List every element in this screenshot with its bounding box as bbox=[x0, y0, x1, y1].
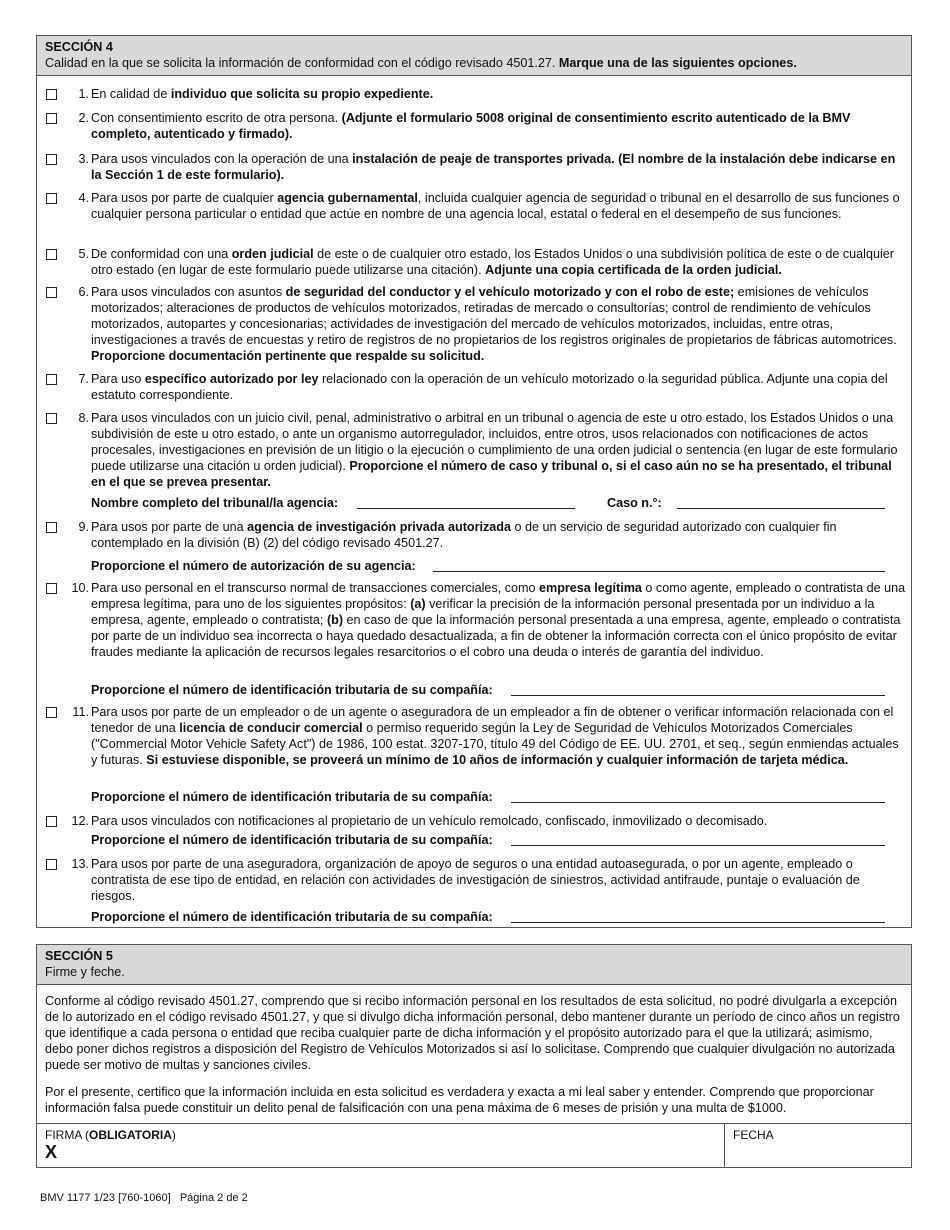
option-text bbox=[91, 704, 907, 768]
option-text-segment: verificar la precisión de la información personal presentada por un individuo a la empresa, agente, empleado o contratista; bbox=[91, 597, 875, 627]
option-text-segment: de este o de cualquier otro estado, los Estados Unidos o una subdivisión política de este o de cualquier otro estado (en lugar de este formulario puede utilizarse una citación). bbox=[91, 247, 894, 277]
option-number: 13. bbox=[71, 857, 89, 871]
date-label: FECHA bbox=[733, 1128, 774, 1142]
option-text-emphasis: Proporcione documentación pertinente que respalde su solicitud. bbox=[91, 349, 485, 363]
option-text-emphasis: instalación de peaje de transportes privada. (El nombre de la instalación debe indicarse en la Sección 1 de este formulario). bbox=[91, 152, 896, 182]
option-text bbox=[91, 580, 907, 660]
option-number: 11. bbox=[72, 705, 89, 719]
signature-required-text: OBLIGATORIA bbox=[89, 1128, 172, 1142]
option-text-emphasis: (a) bbox=[410, 597, 426, 611]
section-4 bbox=[36, 35, 912, 928]
option-text bbox=[91, 519, 907, 551]
subtitle-text: Calidad en la que se solicita la información de conformidad con el código revisado 4501.27. bbox=[45, 56, 559, 70]
option-number: 1. bbox=[78, 87, 89, 101]
option-text bbox=[91, 246, 907, 278]
option-text-emphasis: específico autorizado por ley bbox=[144, 372, 319, 386]
option-text-emphasis: agencia de investigación privada autorizada bbox=[247, 520, 511, 534]
section-5-subtitle: Firme y feche. bbox=[45, 965, 125, 979]
court-name-label: Nombre completo del tribunal/la agencia: bbox=[91, 496, 339, 510]
section-4-title: SECCIÓN 4 bbox=[45, 40, 113, 54]
option-number: 9. bbox=[78, 520, 89, 534]
option-number: 6. bbox=[78, 285, 89, 299]
agency-authorization-label: Proporcione el número de autorización de su agencia: bbox=[91, 559, 416, 573]
option-text-segment: Para usos vinculados con la operación de una bbox=[91, 152, 353, 166]
option-10-checkbox[interactable] bbox=[46, 583, 57, 594]
section-4-subtitle bbox=[45, 55, 903, 71]
option-text-segment: Para usos vinculados con notificaciones al propietario de un vehículo remolcado, confiscado, inmovilizado o decomisado. bbox=[91, 814, 768, 828]
option-text-segment: Para usos vinculados con asuntos bbox=[91, 285, 286, 299]
section-5 bbox=[36, 944, 912, 1168]
subtitle-instruction: Marque una de las siguientes opciones. bbox=[558, 56, 797, 70]
tax-id-label-11: Proporcione el número de identificación tributaria de su compañía: bbox=[91, 790, 493, 804]
option-text-emphasis: orden judicial bbox=[231, 247, 314, 261]
option-text-segment: En calidad de bbox=[91, 87, 171, 101]
tax-id-label-10: Proporcione el número de identificación tributaria de su compañía: bbox=[91, 683, 493, 697]
court-name-field[interactable] bbox=[357, 508, 575, 509]
option-text-emphasis: (b) bbox=[326, 613, 344, 627]
tax-id-field-10[interactable] bbox=[511, 695, 885, 696]
option-text-segment: Para usos por parte de cualquier bbox=[91, 191, 278, 205]
certification-paragraph-2: Por el presente, certifico que la información incluida en esta solicitud es verdadera y exacta a mi leal saber y entender. Comprendo que proporcionar información falsa puede constituir un delito penal de falsificación con una pena máxima de 6 meses de prisión y una multa de $1000. bbox=[45, 1085, 874, 1115]
option-text-emphasis: Adjunte una copia certificada de la orden judicial. bbox=[485, 263, 782, 277]
signature-field[interactable] bbox=[37, 1124, 725, 1167]
option-number: 3. bbox=[78, 152, 89, 166]
tax-id-field-11[interactable] bbox=[511, 802, 885, 803]
form-footer: BMV 1177 1/23 [760-1060] Página 2 de 2 bbox=[40, 1192, 248, 1204]
option-text bbox=[91, 151, 907, 183]
option-5-checkbox[interactable] bbox=[46, 249, 57, 260]
case-number-field[interactable] bbox=[677, 508, 885, 509]
option-text-emphasis: empresa legítima bbox=[539, 581, 642, 595]
option-text-emphasis: Proporcione el número de caso y tribunal o, si el caso aún no se ha presentado, el tribunal en el que se prevea presentar. bbox=[91, 459, 892, 489]
option-text-segment: en caso de que la información personal presentada a una empresa, agente, empleado o contratista por parte de un individuo sea incorrecta o haya quedado desactualizada, a fin de obtener la información correcta con el único propósito de evitar fraudes mediante la aplicación de recursos legales resarcitorios o el cobro una deuda o interés de garantía del individuo. bbox=[91, 613, 901, 659]
option-2-checkbox[interactable] bbox=[46, 113, 57, 124]
signature-label-text: FIRMA ( bbox=[45, 1128, 89, 1142]
option-12-checkbox[interactable] bbox=[46, 816, 57, 827]
date-field[interactable] bbox=[725, 1124, 911, 1167]
option-text-segment: Para uso bbox=[91, 372, 145, 386]
tax-id-label-12: Proporcione el número de identificación tributaria de su compañía: bbox=[91, 833, 493, 847]
signature-label-end: ) bbox=[171, 1128, 176, 1142]
option-text bbox=[91, 110, 907, 142]
option-text-emphasis: individuo que solicita su propio expediente. bbox=[170, 87, 434, 101]
option-text bbox=[91, 856, 907, 904]
option-text-segment: o permiso requerido según la Ley de Seguridad de Vehículos Motorizados Comerciales ("Commercial Motor Vehicle Safety Act") de 1986, 100 estat. 3207-170, título 49 del Código de EE. UU. 2701, et seq., según enmiendas actuales y futuras. bbox=[91, 721, 899, 767]
option-9-checkbox[interactable] bbox=[46, 522, 57, 533]
option-13-checkbox[interactable] bbox=[46, 859, 57, 870]
option-number: 5. bbox=[78, 247, 89, 261]
option-text-emphasis: agencia gubernamental bbox=[277, 191, 418, 205]
option-text-segment: o de un servicio de seguridad autorizado con cualquier fin contemplado en la división (B) (2) del código revisado 4501.27. bbox=[91, 520, 837, 550]
option-1-checkbox[interactable] bbox=[46, 89, 57, 100]
option-text-segment: Para usos vinculados con un juicio civil, penal, administrativo o arbitral en un tribunal o agencia de este u otro estado, los Estados Unidos o una subdivisión de este u otro estado, o ante un organismo autorregulador, incluidos, entre otros, usos relacionados con notificaciones de actos procesales, investigaciones en previsión de un litigio o la ejecución o cumplimiento de una orden judicial o sentencia (en lugar de este formulario puede utilizarse una citación u orden judicial). bbox=[91, 411, 898, 473]
option-3-checkbox[interactable] bbox=[46, 154, 57, 165]
option-text-segment: Con consentimiento escrito de otra persona. bbox=[91, 111, 342, 125]
option-text-segment: emisiones de vehículos motorizados; alteraciones de productos de vehículos motorizados, retiradas de mercado o consultorías; control de rendimiento de vehículos motorizados, autopartes y concesionarias; actividades de investigación del mercado de vehículos motorizados, incluidas, entre otras, investigaciones a través de encuestas y retiro de registros de no propietarios de los registros originales de propietarios de fábricas automotrices. bbox=[91, 285, 897, 347]
option-text bbox=[91, 86, 907, 102]
signature-label bbox=[45, 1128, 176, 1142]
option-number: 12. bbox=[71, 814, 89, 828]
agency-authorization-field[interactable] bbox=[433, 571, 885, 572]
case-number-label: Caso n.°: bbox=[607, 496, 662, 510]
option-4-checkbox[interactable] bbox=[46, 193, 57, 204]
option-text-segment: De conformidad con una bbox=[91, 247, 232, 261]
option-text bbox=[91, 190, 907, 222]
option-text-segment: Para uso personal en el transcurso normal de transacciones comerciales, como bbox=[91, 581, 539, 595]
signature-x-mark: X bbox=[45, 1142, 58, 1162]
option-number: 2. bbox=[78, 111, 89, 125]
section-5-header bbox=[37, 945, 911, 985]
option-text bbox=[91, 371, 907, 403]
tax-id-label-13: Proporcione el número de identificación tributaria de su compañía: bbox=[91, 910, 493, 924]
signature-row bbox=[37, 1123, 911, 1167]
option-6-checkbox[interactable] bbox=[46, 287, 57, 298]
option-text-emphasis: licencia de conducir comercial bbox=[179, 721, 363, 735]
section-5-title: SECCIÓN 5 bbox=[45, 949, 113, 963]
tax-id-field-12[interactable] bbox=[511, 845, 885, 846]
option-text-segment: , incluida cualquier agencia de seguridad o tribunal en el desarrollo de sus funciones o cualquier persona particular o entidad que actúe en nombre de una agencia local, estatal o federal en el desempeño de sus funciones. bbox=[91, 191, 900, 221]
section-4-header bbox=[37, 36, 911, 76]
certification-paragraph-1: Conforme al código revisado 4501.27, comprendo que si recibo información personal en los resultados de esta solicitud, no podré divulgarla a excepción de lo autorizado en el código revisado 4501.27, y que si divulgo dicha información personal, debo mantener durante un período de cinco años un registro que identifique a cada persona o entidad que reciba cualquier parte de dicha información y el propósito autorizado para el que la utilizará; asimismo, debo poner dichos registros a disposición del Registro de Vehículos Motorizados si así lo solicitase. Comprendo que cualquier divulgación no autorizada puede ser motivo de multas y sanciones civiles. bbox=[45, 994, 900, 1072]
option-text bbox=[91, 410, 907, 490]
option-text-segment: relacionado con la operación de un vehículo motorizado o la seguridad pública. Adjunte una copia del estatuto correspondiente. bbox=[91, 372, 888, 402]
option-number: 10. bbox=[71, 581, 89, 595]
option-text bbox=[91, 284, 907, 364]
option-8-checkbox[interactable] bbox=[46, 413, 57, 424]
option-text-segment: Para usos por parte de un empleador o de un agente o aseguradora de un empleador a fin de obtener o verificar información relacionada con el tenedor de una bbox=[91, 705, 894, 735]
option-text-emphasis: de seguridad del conductor y el vehículo motorizado y con el robo de este; bbox=[285, 285, 735, 299]
option-text-emphasis: Si estuviese disponible, se proveerá un mínimo de 10 años de información y cualquier información de tarjeta médica. bbox=[146, 753, 849, 767]
option-11-checkbox[interactable] bbox=[46, 707, 57, 718]
option-number: 4. bbox=[78, 191, 89, 205]
option-text-segment: Para usos por parte de una bbox=[91, 520, 248, 534]
option-text bbox=[91, 813, 907, 829]
option-number: 8. bbox=[78, 411, 89, 425]
tax-id-field-13[interactable] bbox=[511, 922, 885, 923]
option-number: 7. bbox=[78, 372, 89, 386]
option-text-segment: Para usos por parte de una aseguradora, organización de apoyo de seguros o una entidad autoasegurada, o por un agente, empleado o contratista de ese tipo de entidad, en relación con actividades de investigación de siniestros, actividad antifraude, puntaje o evaluación de riesgos. bbox=[91, 857, 860, 903]
option-text-segment: o como agente, empleado o contratista de una empresa legítima, para uno de los siguientes propósitos: bbox=[91, 581, 906, 611]
option-7-checkbox[interactable] bbox=[46, 374, 57, 385]
option-text-emphasis: (Adjunte el formulario 5008 original de consentimiento escrito autenticado de la BMV completo, autenticado y firmado). bbox=[91, 111, 851, 141]
